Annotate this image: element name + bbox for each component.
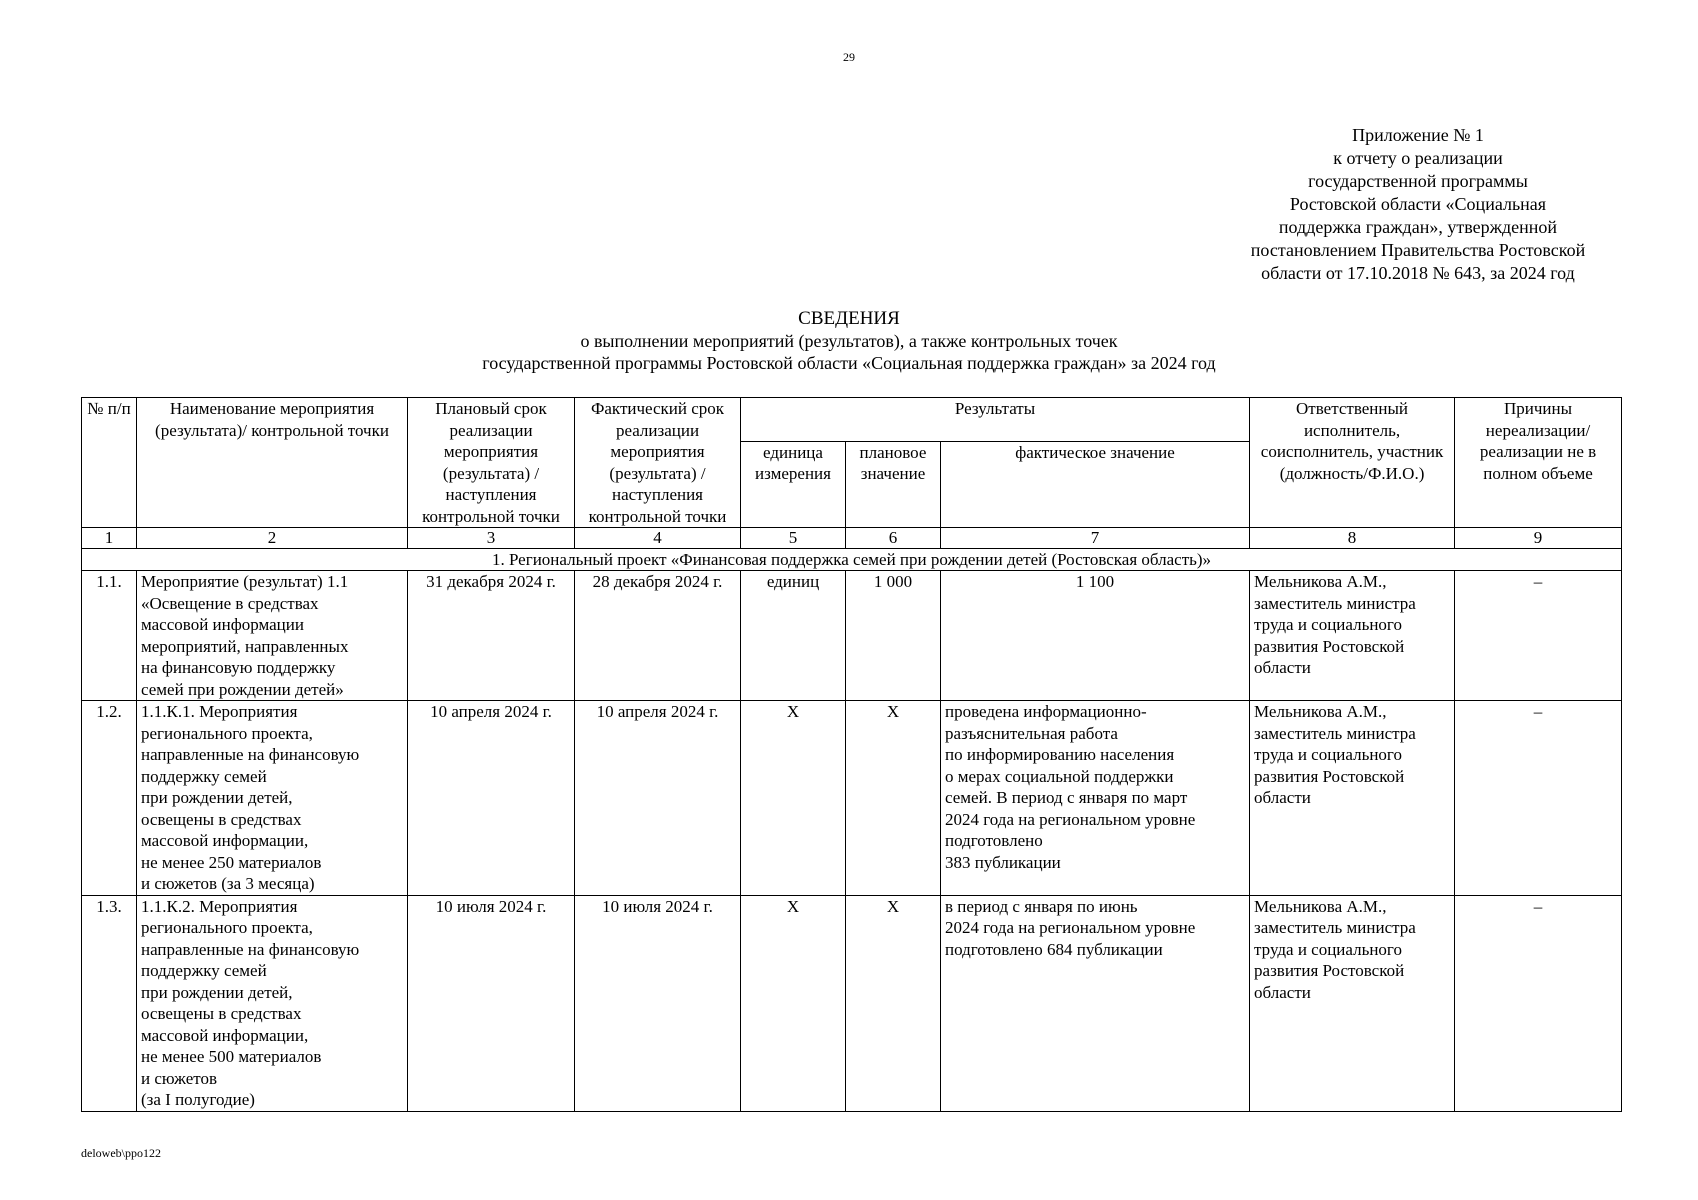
row-actual-value: в период с января по июнь 2024 года на региональном уровне подготовлено 684 публикации bbox=[941, 895, 1250, 1111]
row-name: Мероприятие (результат) 1.1 «Освещение в средствах массовой информации мероприятий, направленных на финансовую поддержку семей при рождении детей» bbox=[137, 571, 408, 701]
header-actual-date: Фактический срок реализации мероприятия (результата) / наступления контрольной точки bbox=[575, 398, 741, 528]
document-subtitle-line: государственной программы Ростовской области «Социальная поддержка граждан» за 2024 год bbox=[482, 353, 1216, 373]
header-results: Результаты bbox=[741, 398, 1250, 442]
column-number: 4 bbox=[575, 528, 741, 549]
appendix-note bbox=[1208, 124, 1628, 285]
column-number: 9 bbox=[1455, 528, 1622, 549]
header-unit: единица измерения bbox=[741, 441, 846, 527]
column-number: 5 bbox=[741, 528, 846, 549]
row-responsible: Мельникова А.М., заместитель министра труда и социального развития Ростовской области bbox=[1250, 895, 1455, 1111]
row-unit: единиц bbox=[741, 571, 846, 701]
header-planned-value: плановое значение bbox=[846, 441, 941, 527]
page-number: 29 bbox=[843, 50, 855, 64]
row-planned-value: Х bbox=[846, 895, 941, 1111]
header-row bbox=[82, 398, 1622, 442]
row-planned-value: Х bbox=[846, 701, 941, 896]
document-title: СВЕДЕНИЯ bbox=[798, 308, 900, 329]
section-row bbox=[82, 549, 1622, 571]
appendix-line: Приложение № 1 bbox=[1352, 125, 1484, 145]
row-planned-value: 1 000 bbox=[846, 571, 941, 701]
table-row bbox=[82, 571, 1622, 701]
row-actual-date: 28 декабря 2024 г. bbox=[575, 571, 741, 701]
header-name: Наименование мероприятия (результата)/ контрольной точки bbox=[137, 398, 408, 528]
column-number: 8 bbox=[1250, 528, 1455, 549]
row-responsible: Мельникова А.М., заместитель министра труда и социального развития Ростовской области bbox=[1250, 571, 1455, 701]
column-number: 2 bbox=[137, 528, 408, 549]
appendix-line: к отчету о реализации bbox=[1333, 148, 1503, 168]
row-reasons: – bbox=[1455, 895, 1622, 1111]
header-num: № п/п bbox=[82, 398, 137, 528]
appendix-line: поддержка граждан», утвержденной bbox=[1278, 217, 1558, 237]
row-reasons: – bbox=[1455, 701, 1622, 896]
header-actual-value: фактическое значение bbox=[941, 441, 1250, 527]
row-planned-date: 10 апреля 2024 г. bbox=[408, 701, 575, 896]
section-title: 1. Региональный проект «Финансовая поддержка семей при рождении детей (Ростовская область)» bbox=[82, 549, 1622, 571]
row-name: 1.1.К.2. Мероприятия регионального проекта, направленные на финансовую поддержку семей при рождении детей, освещены в средствах массовой информации, не менее 500 материалов и сюжетов (за I полугодие) bbox=[137, 895, 408, 1111]
column-number: 1 bbox=[82, 528, 137, 549]
header-reasons: Причины нереализации/ реализации не в полном объеме bbox=[1455, 398, 1622, 528]
document-heading bbox=[0, 308, 1698, 374]
row-num: 1.2. bbox=[82, 701, 137, 896]
table-row bbox=[82, 895, 1622, 1111]
row-planned-date: 31 декабря 2024 г. bbox=[408, 571, 575, 701]
column-number: 6 bbox=[846, 528, 941, 549]
column-number-row bbox=[82, 528, 1622, 549]
results-table bbox=[81, 397, 1622, 1112]
row-unit: Х bbox=[741, 895, 846, 1111]
row-planned-date: 10 июля 2024 г. bbox=[408, 895, 575, 1111]
appendix-line: государственной программы bbox=[1308, 171, 1528, 191]
row-reasons: – bbox=[1455, 571, 1622, 701]
row-num: 1.3. bbox=[82, 895, 137, 1111]
header-planned-date: Плановый срок реализации мероприятия (результата) / наступления контрольной точки bbox=[408, 398, 575, 528]
row-actual-date: 10 июля 2024 г. bbox=[575, 895, 741, 1111]
row-actual-date: 10 апреля 2024 г. bbox=[575, 701, 741, 896]
footer-code: deloweb\ppo122 bbox=[81, 1146, 161, 1160]
row-num: 1.1. bbox=[82, 571, 137, 701]
table-row bbox=[82, 701, 1622, 896]
appendix-line: Ростовской области «Социальная bbox=[1289, 194, 1547, 214]
appendix-line: постановлением Правительства Ростовской bbox=[1250, 240, 1586, 260]
document-subtitle-line: о выполнении мероприятий (результатов), а также контрольных точек bbox=[580, 331, 1118, 351]
column-number: 7 bbox=[941, 528, 1250, 549]
appendix-line: области от 17.10.2018 № 643, за 2024 год bbox=[1261, 263, 1575, 283]
row-responsible: Мельникова А.М., заместитель министра труда и социального развития Ростовской области bbox=[1250, 701, 1455, 896]
row-name: 1.1.К.1. Мероприятия регионального проекта, направленные на финансовую поддержку семей при рождении детей, освещены в средствах массовой информации, не менее 250 материалов и сюжетов (за 3 месяца) bbox=[137, 701, 408, 896]
row-actual-value: проведена информационно- разъяснительная работа по информированию населения о мерах социальной поддержки семей. В период с января по март 2024 года на региональном уровне подготовлено 383 публикации bbox=[941, 701, 1250, 896]
row-unit: Х bbox=[741, 701, 846, 896]
header-responsible: Ответственный исполнитель, соисполнитель, участник (должность/Ф.И.О.) bbox=[1250, 398, 1455, 528]
row-actual-value: 1 100 bbox=[941, 571, 1250, 701]
column-number: 3 bbox=[408, 528, 575, 549]
